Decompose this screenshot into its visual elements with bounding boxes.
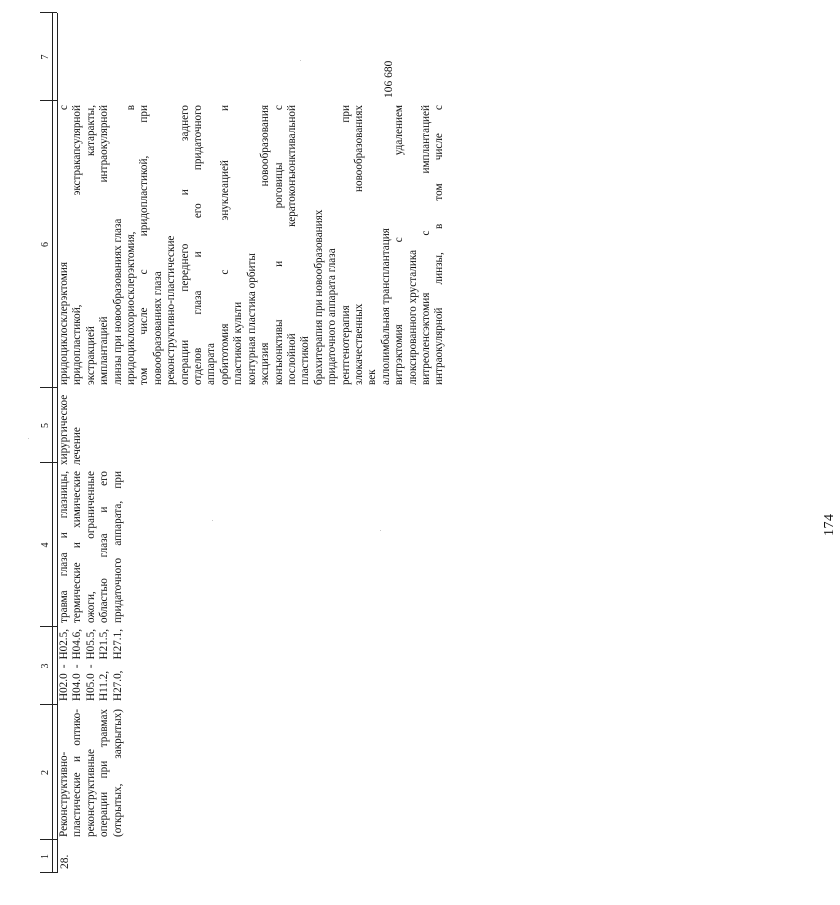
method-line: иридопластикой, экстракапсулярной <box>71 105 84 385</box>
procedure-name <box>58 709 125 837</box>
method-line: эксцизия новообразования <box>259 105 272 385</box>
method-line: витреоленсэктомия с имплантацией <box>419 105 432 385</box>
method-line: рентгенотерапия при <box>339 105 352 385</box>
method-line: новообразованиях глаза <box>151 271 164 385</box>
procedure-name-line: (открытых, закрытых) <box>111 709 124 837</box>
column-number-6: 6 <box>40 242 51 247</box>
method-line: отделов глаза и его придаточного <box>192 105 205 385</box>
diagnosis-description-line: термические и химические <box>71 471 84 623</box>
scan-speck <box>212 520 213 521</box>
method-line: экстракцией катаракты, <box>84 105 97 385</box>
method-line: брахитерапия при новообразованиях <box>312 209 325 385</box>
method-line: люксированного хрусталика <box>406 249 419 385</box>
diagnosis-code-line: H27.0, H27.1, <box>111 629 124 701</box>
method-line: пластикой <box>299 336 312 385</box>
diagnosis-code-line: H04.0 - H04.6, <box>71 629 84 701</box>
column-number-7: 7 <box>40 54 51 60</box>
method-line: конъюнктивы и роговицы с <box>272 105 285 385</box>
method-line: орбитотомия с энуклеацией и <box>218 105 231 385</box>
procedure-name-line: пластические и оптико- <box>71 709 84 837</box>
price-value: 106 680 <box>383 60 395 98</box>
row-number: 28. <box>59 854 71 869</box>
method-line: век <box>366 369 379 385</box>
method-line: аллолимбальная трансплантация <box>379 228 392 385</box>
column-number-1: 1 <box>40 854 51 859</box>
method-line: контурная пластика орбиты <box>245 253 258 385</box>
scan-speck <box>380 530 381 531</box>
procedure-name-line: операции при травмах <box>98 709 111 837</box>
treatment-model <box>58 389 85 465</box>
column-number-2: 2 <box>40 770 51 775</box>
page-number: 174 <box>822 513 837 536</box>
treatment-methods <box>58 105 447 385</box>
method-line: иридоциклосклерэктомия с <box>58 105 70 385</box>
diagnosis-code-line: H11.2, H21.5, <box>98 629 111 701</box>
diagnosis-description-line: областью глаза и его <box>98 471 111 623</box>
method-line: послойной кератоконъюнктивальной <box>285 105 298 385</box>
diagnosis-description-line: придаточного аппарата, при <box>111 471 124 623</box>
method-line: реконструктивно-пластические <box>165 235 178 385</box>
method-line: пластикой культи <box>232 301 245 385</box>
method-line: злокачественных новообразованиях <box>352 105 365 385</box>
scan-speck <box>28 438 29 439</box>
column-number-5: 5 <box>40 423 51 428</box>
diagnosis-code-line: H02.0 - H02.5, <box>58 629 70 701</box>
column-number-4: 4 <box>40 542 51 548</box>
treatment-model-line: хирургическое <box>58 394 70 465</box>
header-rule-top <box>52 13 53 873</box>
method-line: иридоциклохориосклерэктомия, в <box>125 105 138 385</box>
method-line: том числе с иридопластикой, при <box>138 105 151 385</box>
method-line: линзы при новообразованиях глаза <box>111 218 124 385</box>
method-line: операции переднего и заднего <box>178 105 191 385</box>
procedure-name-line: Реконструктивно- <box>58 751 70 837</box>
diagnosis-description <box>58 471 125 623</box>
scan-speck <box>300 60 301 61</box>
diagnosis-description-line: травма глаза и глазницы, <box>58 471 70 623</box>
diagnosis-codes <box>58 629 125 701</box>
method-line: интраокулярной линзы, в том числе с <box>433 105 446 385</box>
procedure-name-line: реконструктивные <box>84 749 97 837</box>
method-line: аппарата <box>205 342 218 385</box>
diagnosis-code-line: H05.0 - H05.5, <box>84 629 97 701</box>
method-line: имплантацией интраокулярной <box>98 105 111 385</box>
method-line: витрэктомия с удалением <box>393 105 406 385</box>
treatment-model-line: лечение <box>71 427 84 465</box>
rotated-table <box>40 13 580 873</box>
column-number-3: 3 <box>40 663 51 669</box>
method-line: придаточного аппарата глаза <box>326 248 339 385</box>
diagnosis-description-line: ожоги, ограниченные <box>84 471 97 623</box>
